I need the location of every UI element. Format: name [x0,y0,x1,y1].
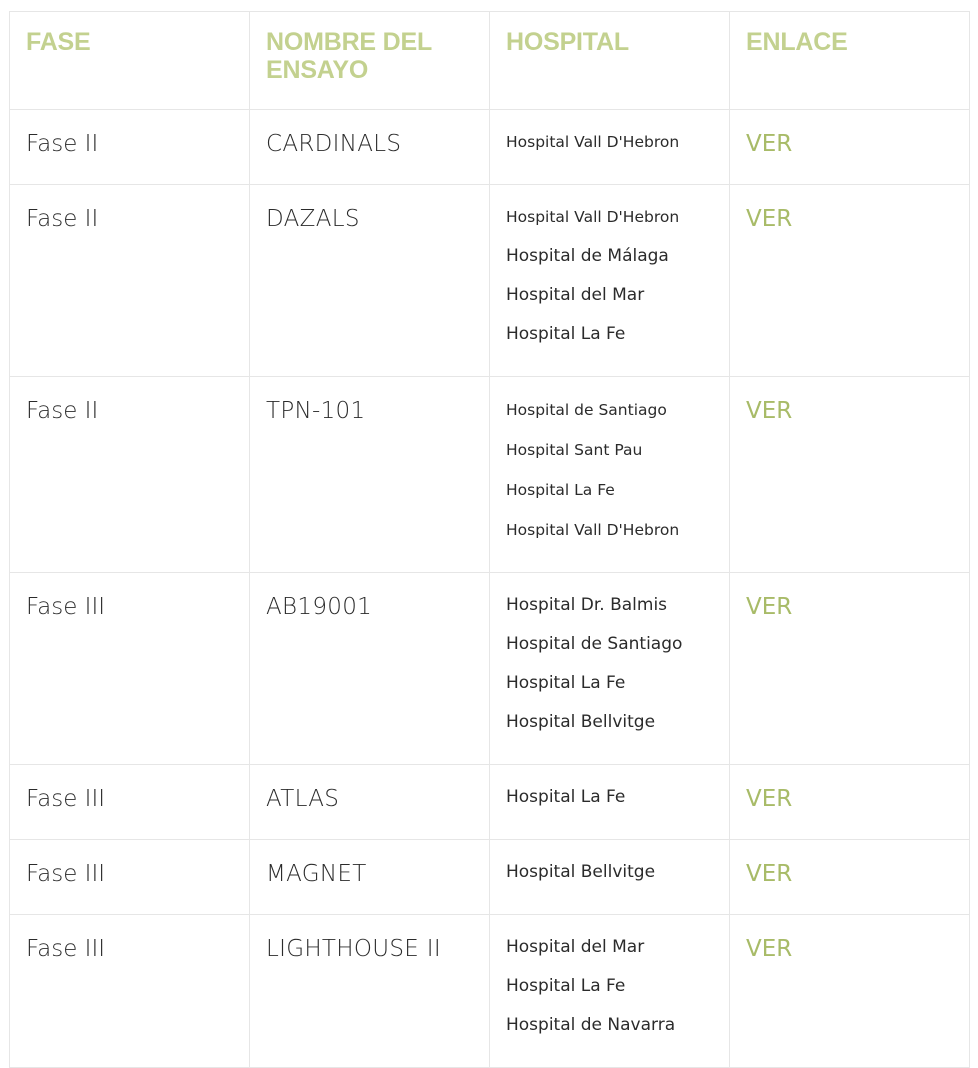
cell-fase: Fase III [10,915,250,1068]
hospital-name: Hospital La Fe [506,787,626,807]
ver-link[interactable]: VER [746,936,793,962]
cell-hospitals [490,840,730,915]
table-header-row [10,12,970,110]
ver-link[interactable]: VER [746,131,793,157]
cell-trial-name: LIGHTHOUSE II [250,915,490,1068]
hospital-name: Hospital La Fe [506,324,626,344]
ver-link[interactable]: VER [746,861,793,887]
table-row [10,765,970,840]
hospital-name: Hospital La Fe [506,481,615,499]
cell-link [730,840,970,915]
table-row [10,110,970,185]
hospital-name: Hospital de Málaga [506,246,669,266]
hospital-name: Hospital Vall D'Hebron [506,208,680,226]
hospital-name: Hospital Vall D'Hebron [506,521,680,539]
hospital-name: Hospital de Santiago [506,401,667,419]
cell-hospitals [490,110,730,185]
cell-link [730,377,970,573]
hospital-name: Hospital del Mar [506,285,645,305]
cell-trial-name: CARDINALS [250,110,490,185]
ver-link[interactable]: VER [746,206,793,232]
hospital-name: Hospital Dr. Balmis [506,595,668,615]
hospital-name: Hospital Vall D'Hebron [506,133,680,151]
cell-hospitals [490,573,730,765]
ver-link[interactable]: VER [746,594,793,620]
ver-link[interactable]: VER [746,786,793,812]
hospital-name: Hospital Bellvitge [506,712,656,732]
hospital-name: Hospital La Fe [506,976,626,996]
clinical-trials-table [9,11,970,1068]
hospital-name: Hospital Sant Pau [506,441,643,459]
cell-trial-name: MAGNET [250,840,490,915]
cell-trial-name: AB19001 [250,573,490,765]
cell-hospitals [490,915,730,1068]
cell-fase: Fase II [10,377,250,573]
cell-hospitals [490,377,730,573]
table-row [10,185,970,377]
hospital-name: Hospital de Navarra [506,1015,676,1035]
header-hospital: HOSPITAL [490,12,730,110]
header-nombre-del-ensayo: NOMBRE DEL ENSAYO [250,12,490,110]
cell-hospitals [490,185,730,377]
hospital-name: Hospital Bellvitge [506,862,656,882]
cell-link [730,915,970,1068]
header-enlace: ENLACE [730,12,970,110]
table-row [10,573,970,765]
table-row [10,377,970,573]
table-row [10,915,970,1068]
cell-link [730,185,970,377]
cell-fase: Fase III [10,573,250,765]
cell-fase: Fase III [10,840,250,915]
ver-link[interactable]: VER [746,398,793,424]
cell-fase: Fase II [10,110,250,185]
cell-trial-name: ATLAS [250,765,490,840]
cell-link [730,110,970,185]
hospital-name: Hospital del Mar [506,937,645,957]
table-row [10,840,970,915]
cell-trial-name: TPN-101 [250,377,490,573]
cell-fase: Fase II [10,185,250,377]
header-fase: FASE [10,12,250,110]
cell-link [730,573,970,765]
cell-link [730,765,970,840]
cell-hospitals [490,765,730,840]
cell-fase: Fase III [10,765,250,840]
cell-trial-name: DAZALS [250,185,490,377]
hospital-name: Hospital de Santiago [506,634,683,654]
hospital-name: Hospital La Fe [506,673,626,693]
